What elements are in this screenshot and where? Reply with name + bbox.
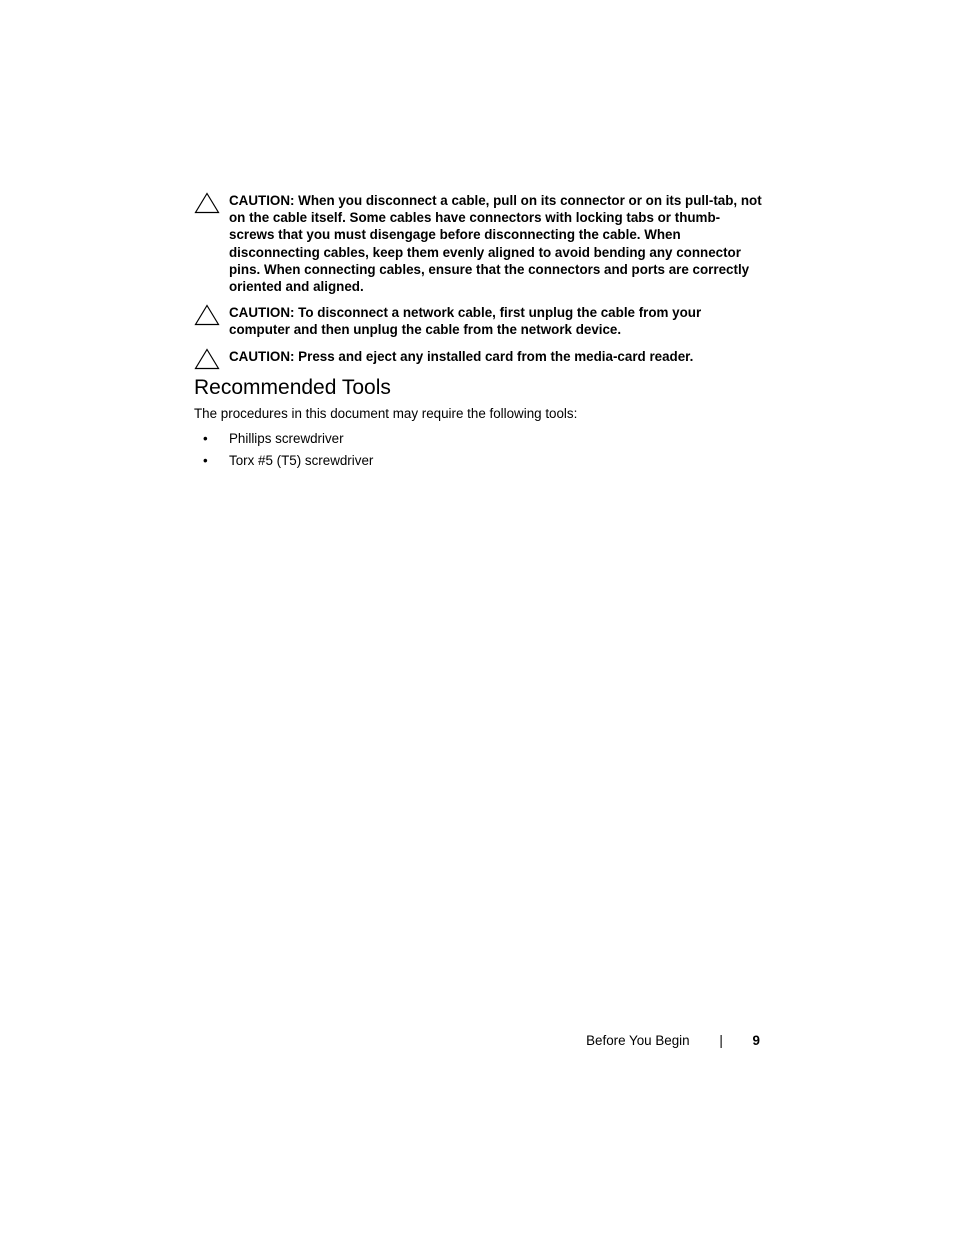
caution-note: [194, 192, 764, 295]
footer-chapter-title: Before You Begin: [586, 1033, 690, 1048]
footer-separator: |: [719, 1033, 723, 1048]
bullet-icon: •: [203, 430, 208, 446]
list-item: [194, 450, 764, 472]
caution-triangle-icon: [194, 192, 220, 214]
page-number: 9: [752, 1033, 760, 1048]
page-content: [194, 192, 764, 472]
caution-text: CAUTION: Press and eject any installed card from the media-card reader.: [229, 348, 694, 364]
caution-triangle-icon: [194, 348, 220, 370]
section-intro: The procedures in this document may require the following tools:: [194, 405, 578, 421]
list-item: [194, 428, 764, 450]
section-heading: Recommended Tools: [194, 375, 391, 399]
tools-list: [194, 428, 764, 472]
caution-text: CAUTION: To disconnect a network cable, first unplug the cable from your computer and then unplug the cable from the network device.: [229, 305, 702, 338]
caution-note: [194, 348, 764, 365]
caution-triangle-icon: [194, 304, 220, 326]
caution-note: [194, 304, 764, 338]
bullet-icon: •: [203, 452, 208, 468]
caution-text: CAUTION: When you disconnect a cable, pull on its connector or on its pull-tab, not on the cable itself. Some cables have connectors with locking tabs or thumb-screws that you must disengage before disconnecting the cable. When disconnecting cables, keep them evenly aligned to avoid bending any connector pins. When connecting cables, ensure that the connectors and ports are correctly oriented and aligned.: [229, 193, 762, 295]
list-item-text: Phillips screwdriver: [229, 430, 344, 446]
list-item-text: Torx #5 (T5) screwdriver: [229, 452, 374, 468]
page-footer: [586, 1031, 760, 1051]
